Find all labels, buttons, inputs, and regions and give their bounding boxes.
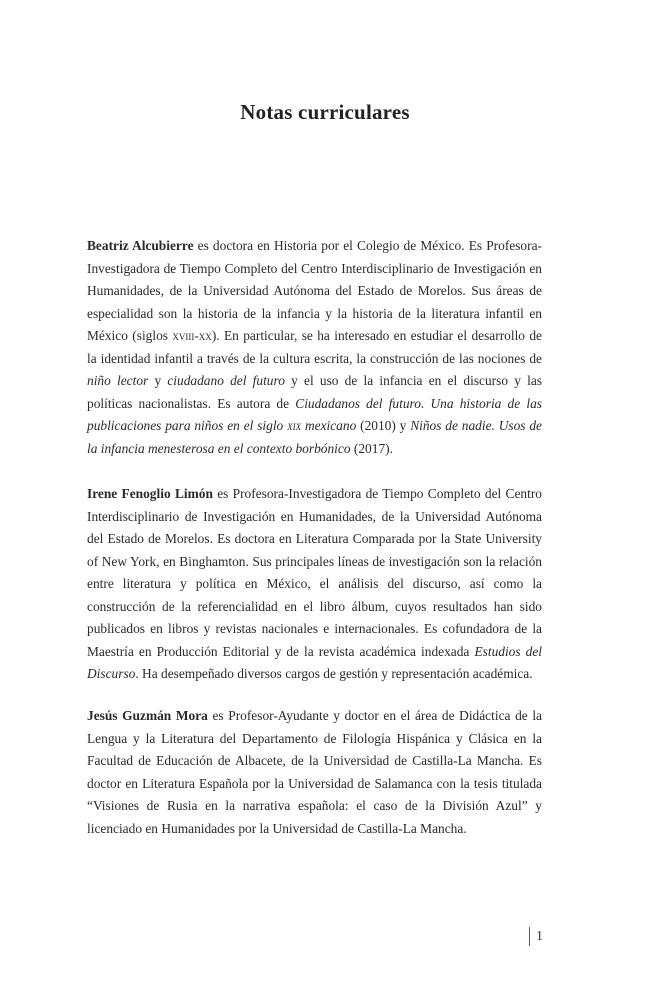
page-title: Notas curriculares	[240, 100, 410, 124]
bio-jesus-guzman-mora	[87, 705, 542, 840]
journal-title: Estudios del Discurso	[87, 643, 542, 681]
bio-beatriz-alcubierre	[87, 235, 542, 460]
century-range: xviii-xx	[172, 328, 212, 343]
bio-text: ). En particular, se ha interesado en estudiar el desarrollo de la identidad infantil a través de la cultura escrita, la construcción de las nociones de	[87, 328, 542, 366]
book-title: mexicano	[301, 418, 357, 433]
italic-term: ciudadano del futuro	[167, 373, 285, 388]
page-number: 1	[529, 927, 543, 946]
bio-name: Jesús Guzmán Mora	[87, 708, 208, 723]
bio-irene-fenoglio-limon	[87, 483, 542, 686]
bio-text: es doctora en Historia por el Colegio de México. Es Profesora-Investigadora de Tiempo Completo del Centro Interdisciplinario de Investigación en Humanidades, de la Universidad Autónoma del Estado de Morelos. Sus áreas de especialidad son la historia de la infancia y la historia de la literatura infantil en México (siglos	[87, 238, 542, 343]
bio-text: es Profesor-Ayudante y doctor en el área de Didáctica de la Lengua y la Literatura del Departamento de Filología Hispánica y Clásica en la Facultad de Educación de Albacete, de la Universidad de Castilla-La Mancha. Es doctor en Literatura Española por la Universidad de Salamanca con la tesis titulada “Visiones de Rusia en la narrativa española: el caso de la División Azul” y licenciado en Humanidades por la Universidad de Castilla-La Mancha.	[87, 708, 543, 836]
bio-name: Beatriz Alcubierre	[87, 238, 194, 253]
bio-text: (2010) y	[356, 418, 411, 433]
bio-name: Irene Fenoglio Limón	[87, 486, 213, 501]
bio-text: y	[148, 373, 168, 388]
book-title: Niños de nadie. Usos de la infancia menesterosa en el contexto borbónico	[87, 418, 542, 456]
book-title: Ciudadanos del futuro. Una historia de las publicaciones para niños en el siglo	[87, 395, 543, 433]
bio-text: . Ha desempeñado diversos cargos de gestión y representación académica.	[135, 666, 533, 681]
bio-text: es Profesora-Investigadora de Tiempo Completo del Centro Interdisciplinario de Investigación en Humanidades, de la Universidad Autónoma del Estado de Morelos. Es doctora en Literatura Comparada por la State University of New York, en Binghamton. Sus principales líneas de investigación son la relación entre literatura y política en México, el análisis del discurso, así como la construcción de la referencialidad en el libro álbum, cuyos resultados han sido publicados en libros y revistas nacionales e internacionales. Es cofundadora de la Maestría en Producción Editorial y de la revista académica indexada	[87, 486, 542, 659]
bio-text: (2017).	[350, 440, 393, 456]
bio-text: y el uso de la infancia en el discurso y las políticas nacionalistas. Es autora de	[87, 373, 543, 411]
century-numeral: xix	[287, 418, 302, 433]
italic-term: niño lector	[87, 373, 149, 388]
